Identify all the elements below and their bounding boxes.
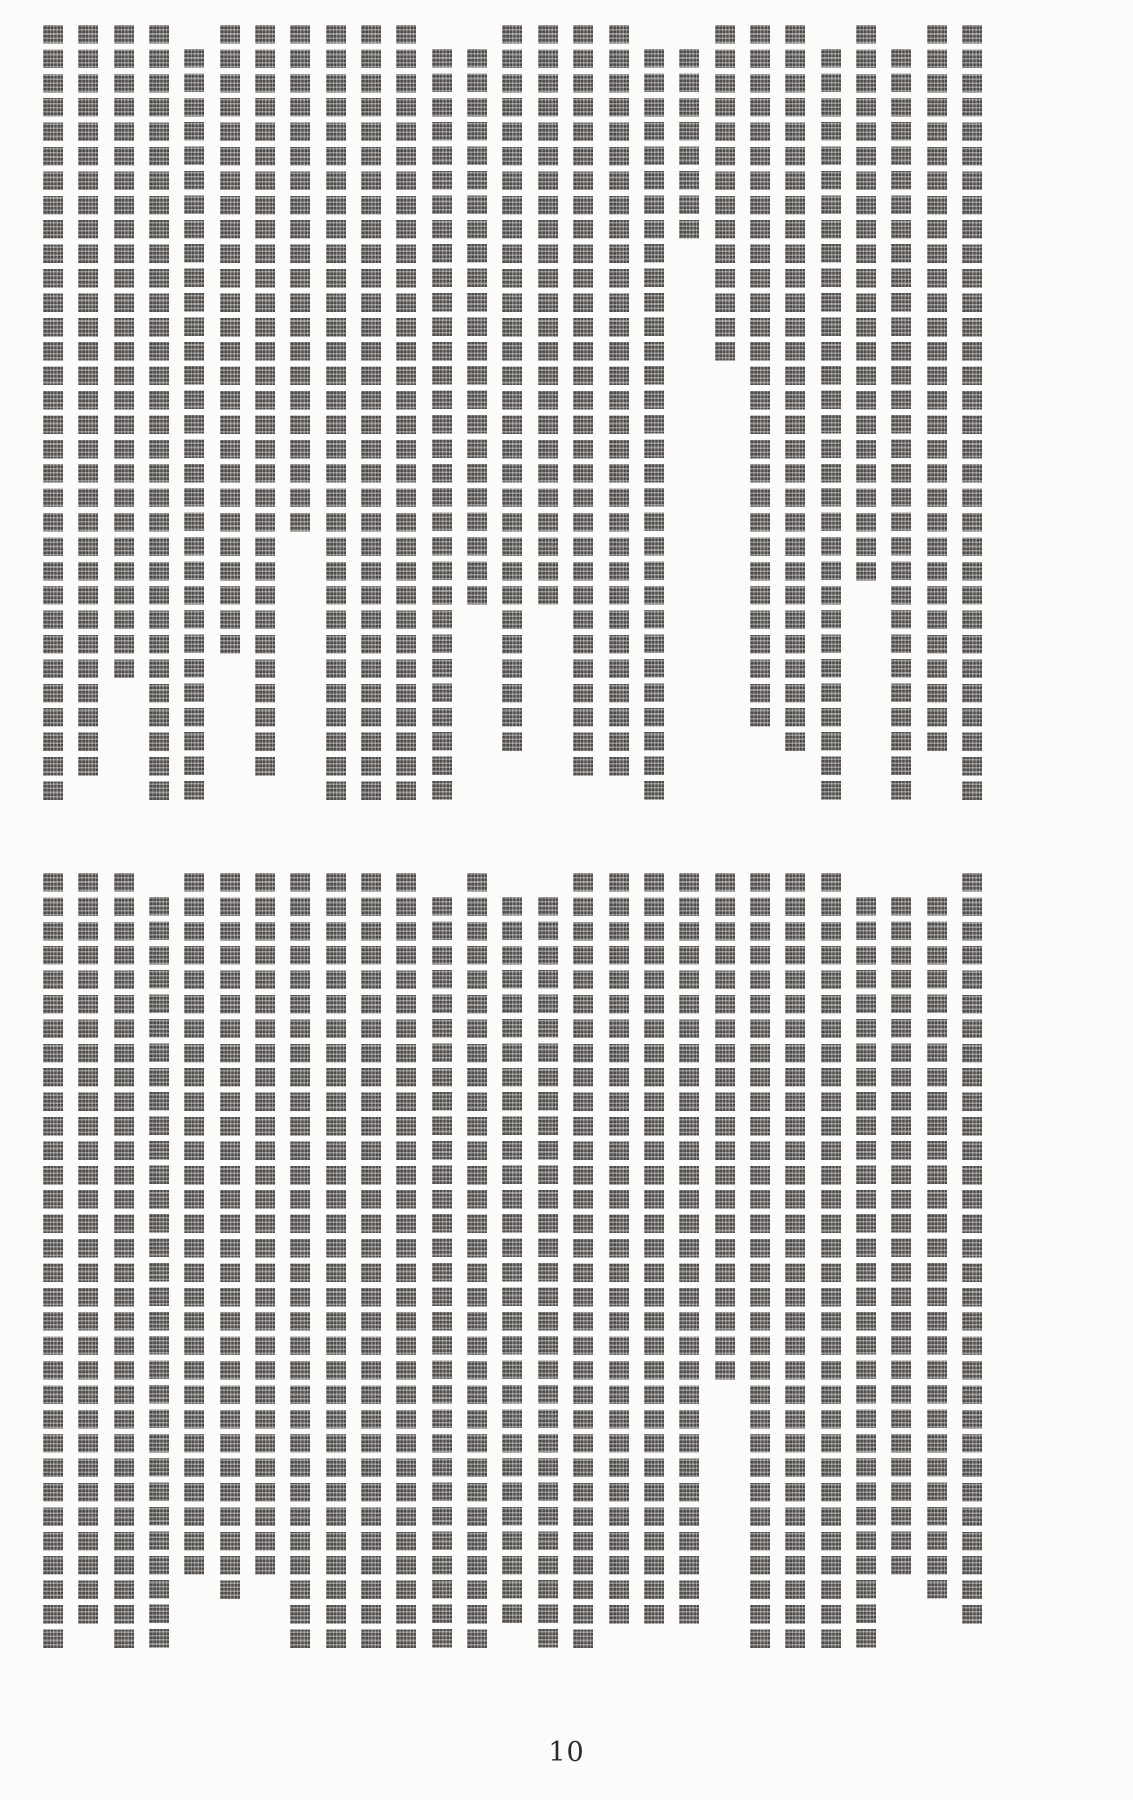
- redacted-text-column: [467, 873, 487, 1650]
- redacted-text-column: [679, 873, 699, 1625]
- redacted-text-column: [644, 49, 664, 801]
- redacted-text-column: [750, 25, 770, 729]
- redacted-text-column: [715, 873, 735, 1381]
- redacted-text-column: [78, 25, 98, 777]
- redacted-text-column: [255, 873, 275, 1577]
- redacted-text-column: [821, 873, 841, 1650]
- redacted-text-column: [538, 25, 558, 607]
- redacted-text-column: [396, 25, 416, 802]
- redacted-text-column: [114, 25, 134, 680]
- page-number: 10: [548, 1737, 585, 1768]
- redacted-text-column: [609, 25, 629, 777]
- redacted-text-column: [361, 25, 381, 802]
- redacted-text-column: [821, 49, 841, 801]
- redacted-text-column: [78, 873, 98, 1625]
- lower-text-block: [28, 873, 982, 1654]
- redacted-text-column: [43, 25, 63, 802]
- redacted-text-column: [609, 873, 629, 1625]
- redacted-text-column: [927, 897, 947, 1601]
- redacted-text-column: [114, 873, 134, 1650]
- redacted-text-column: [679, 49, 699, 240]
- redacted-text-column: [644, 873, 664, 1625]
- redacted-text-column: [326, 25, 346, 802]
- redacted-text-column: [927, 25, 947, 753]
- redacted-text-column: [962, 873, 982, 1625]
- redacted-text-column: [220, 873, 240, 1601]
- redacted-text-column: [502, 897, 522, 1625]
- redacted-text-column: [432, 49, 452, 801]
- redacted-text-column: [361, 873, 381, 1650]
- redacted-text-column: [149, 897, 169, 1649]
- redacted-text-column: [538, 897, 558, 1649]
- redacted-text-column: [290, 873, 310, 1650]
- redacted-text-column: [891, 49, 911, 801]
- redacted-text-column: [290, 25, 310, 533]
- redacted-text-column: [573, 873, 593, 1650]
- redacted-text-column: [396, 873, 416, 1650]
- upper-text-block: [28, 25, 982, 806]
- redacted-text-column: [502, 25, 522, 753]
- redacted-text-column: [184, 873, 204, 1577]
- redacted-text-column: [785, 873, 805, 1650]
- redacted-text-column: [856, 25, 876, 582]
- redacted-text-column: [785, 25, 805, 753]
- redacted-text-column: [856, 897, 876, 1649]
- redacted-text-column: [891, 897, 911, 1576]
- redacted-text-column: [573, 25, 593, 777]
- redacted-text-column: [715, 25, 735, 363]
- redacted-text-column: [255, 25, 275, 777]
- redacted-text-column: [962, 25, 982, 802]
- redacted-text-column: [326, 873, 346, 1650]
- redacted-text-column: [750, 873, 770, 1650]
- redacted-text-column: [432, 897, 452, 1649]
- redacted-text-column: [149, 25, 169, 802]
- redacted-text-column: [43, 873, 63, 1650]
- redacted-text-column: [184, 49, 204, 801]
- redacted-text-column: [467, 49, 487, 606]
- redacted-text-column: [220, 25, 240, 655]
